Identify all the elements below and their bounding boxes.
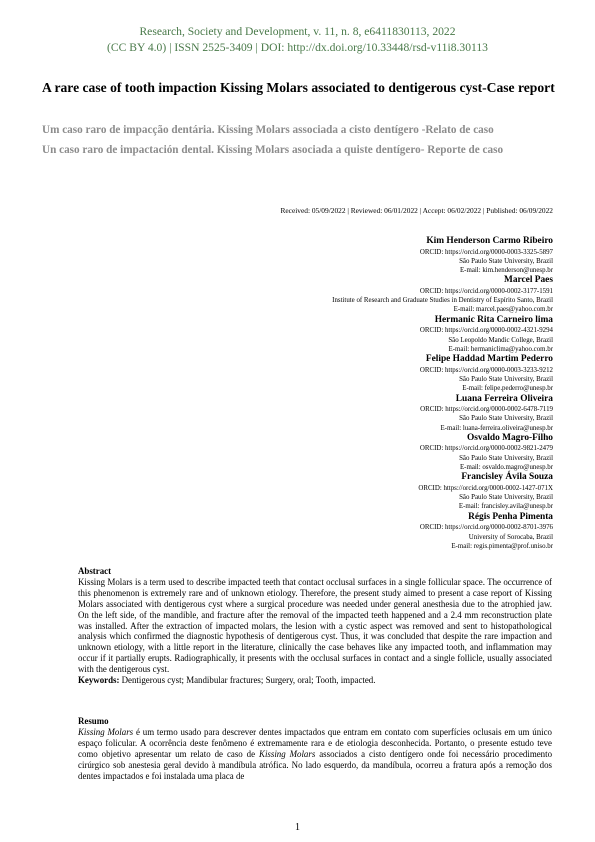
resumo-text-part2: associados a cisto dentígero onde foi necessário procedimento cirúrgico sob anestesia geral devido à mandíbula atrófica. No lado esquerdo, da mandíbula, ocorreu a fratura após a remoção dos dentes impactados e foi instalada uma placa de [78,749,553,782]
page-number: 1 [295,822,300,833]
author-block [133,394,553,433]
author-name: Kim Henderson Carmo Ribeiro [426,236,553,246]
journal-citation: Research, Society and Development, v. 11, n. 8, e6411830113, 2022 [139,25,456,38]
author-name: Francisley Ávila Souza [461,472,553,483]
resumo-text-part1: é um termo usado para descrever dentes impactados que entram em contato com superfícies oclusais em um único espaço folicular. A ocorrência deste fenômeno é extremamente rara e de etiologia desconhecida. Portanto, o presente estudo teve como objetivo apresentar um relato de caso de [78,727,552,760]
author-orcid[interactable]: ORCID: https://orcid.org/0000-0003-3325-5897 [419,248,553,256]
abstract-text: Kissing Molars is a term used to describe impacted teeth that contact occlusal surfaces in a single follicular space. The occurrence of this phenomenon is extremely rare and of unknown etiology. Therefore, the present study aimed to present a case report of Kissing Molars associated with dentigerous cyst where a surgical procedure was needed under general anesthesia due to the atrophied jaw. On the left side, of the mandible, and fracture after the removal of the impacted teeth happened and a 2.4 mm reconstruction plate was installed. After the extraction of impacted molars, the lesion with a cystic aspect was removed and sent to histopathological analysis which confirmed the diagnostic hypothesis of dentigerous cyst. Thus, it was concluded that despite the rare impaction and unknown etiology, with a little report in the literature, clinically the case behaves like any impacted tooth, and inflammation may occur if it partially erupts. Radiographically, it presents with the occlusal surfaces in contact and a single follicle, usually associated with the dentigerous cyst. [78,576,552,675]
author-block [133,512,553,551]
resumo-section [78,716,552,783]
author-affiliation: São Leopoldo Mandic College, Brazil [448,336,553,344]
author-affiliation: University of Sorocaba, Brazil [468,533,553,541]
author-email[interactable]: E-mail: luana-ferreira.oliveira@unesp.br [440,424,553,432]
journal-header [0,24,595,55]
author-affiliation: Institute of Research and Graduate Studies in Dentistry of Espírito Santo, Brazil [332,297,553,305]
author-email[interactable]: E-mail: regis.pimenta@prof.uniso.br [451,542,553,550]
keywords-label: Keywords: [78,675,120,686]
author-affiliation: São Paulo State University, Brazil [459,494,553,502]
keywords-list: Dentigerous cyst; Mandibular fractures; Surgery, oral; Tooth, impacted. [121,675,376,686]
author-block [133,472,553,511]
resumo-text [78,727,552,782]
author-orcid[interactable]: ORCID: https://orcid.org/0000-0002-8701-3976 [419,524,553,532]
author-email[interactable]: E-mail: francisley.avila@unesp.br [458,503,553,511]
submission-dates: Received: 05/09/2022 | Reviewed: 06/01/2022 | Accept: 06/02/2022 | Published: 06/09/2022 [280,206,553,215]
author-block [133,315,553,354]
author-affiliation: São Paulo State University, Brazil [459,257,553,265]
title-english: A rare case of tooth impaction Kissing Molars associated to dentigerous cyst-Case report [42,80,555,95]
author-email[interactable]: E-mail: osvaldo.magro@unesp.br [459,464,553,472]
title-portuguese: Um caso raro de impacção dentária. Kissing Molars associada a cisto dentígero -Relato de caso [42,124,494,136]
author-block [133,275,553,314]
author-list [133,236,553,551]
abstract-section [78,566,552,686]
author-name: Hermanic Rita Carneiro lima [434,314,553,325]
author-affiliation: São Paulo State University, Brazil [459,375,553,383]
author-block [133,433,553,472]
author-block [133,236,553,275]
author-name: Régis Penha Pimenta [468,511,553,522]
author-affiliation: São Paulo State University, Brazil [459,415,553,423]
author-block [133,354,553,393]
author-name: Luana Ferreira Oliveira [455,393,553,404]
resumo-heading: Resumo [78,716,109,726]
author-email[interactable]: E-mail: kim.henderson@unesp.br [459,267,553,275]
resumo-term: Kissing Molars [78,727,134,738]
abstract-heading: Abstract [78,566,112,576]
title-spanish: Un caso raro de impactación dental. Kissing Molars asociada a quiste dentígero- Reporte de caso [42,144,504,156]
author-name: Felipe Haddad Martim Pederro [425,354,553,365]
author-orcid[interactable]: ORCID: https://orcid.org/0000-0002-6478-7119 [420,406,553,414]
author-affiliation: São Paulo State University, Brazil [459,454,553,462]
resumo-term-repeat: Kissing Molars [259,749,316,760]
author-orcid[interactable]: ORCID: https://orcid.org/0000-0002-9821-2479 [419,445,553,453]
author-email[interactable]: E-mail: marcel.paes@yahoo.com.br [453,306,553,314]
author-email[interactable]: E-mail: felipe.pederro@unesp.br [462,385,553,393]
keywords [78,675,552,686]
author-orcid[interactable]: ORCID: https://orcid.org/0000-0002-4321-9294 [419,327,553,335]
author-orcid[interactable]: ORCID: https://orcid.org/0000-0002-1427-071X [418,484,553,492]
author-name: Marcel Paes [503,275,553,286]
author-orcid[interactable]: ORCID: https://orcid.org/0000-0003-3233-9212 [419,366,553,374]
journal-license-doi: (CC BY 4.0) | ISSN 2525-3409 | DOI: http://dx.doi.org/10.33448/rsd-v11i8.30113 [107,40,488,54]
author-email[interactable]: E-mail: hermaniclima@yahoo.com.br [448,345,553,353]
author-orcid[interactable]: ORCID: https://orcid.org/0000-0002-3177-1591 [419,287,553,295]
author-name: Osvaldo Magro-Filho [466,432,553,443]
